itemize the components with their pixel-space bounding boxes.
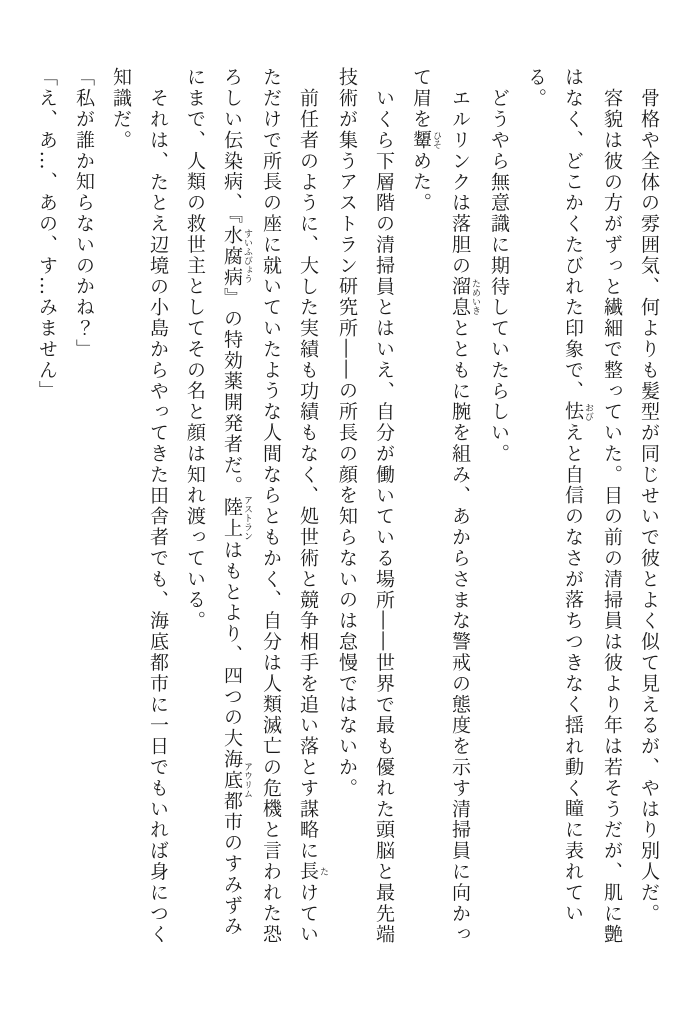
text-column-8: いくら下層階の清掃員とはいえ、自分が働いている場所――世界で最も優れた頭脳と最先端 — [373, 88, 395, 945]
text-column-2: 容貌は彼の方がずっと繊細で整っていた。目の前の清掃員は彼より年は若そうだが、肌に艶 — [601, 88, 623, 945]
text-column-6: エルリンクは落胆の溜息 ためいきとともに腕を組み、あからさまな警戒の態度を示す清掃員に向かっ — [449, 88, 480, 945]
text-column-3: はなく、どこかくたびれた印象で、怯 おびえと自信のなさが落ちつきなく揺れ動く瞳に表れてい — [562, 67, 593, 924]
text-column-4: る。 — [525, 67, 547, 109]
text-column-1: 骨格や全体の雰囲気、何よりも髪型が同じせいで彼とよく似て見えるが、やはり別人だ。 — [638, 88, 660, 924]
text-column-13: にまで、人類の救世主としてその名と顔は知れ渡っている。 — [184, 67, 206, 632]
furigana-ruby: 大海底都市 アウリム — [221, 727, 252, 833]
text-column-16: 「私が誰か知らないのかね？」 — [73, 67, 95, 360]
text-column-12: ろしい伝染病、『水腐病 すいふびょう』の特効薬開発者だ。陸上 アストランはもとより、四つの大海底都市 アウリムのすみずみ — [221, 67, 252, 937]
text-column-15: 知識だ。 — [110, 67, 132, 151]
text-column-9: 技術が集うアストラン研究所――の所長の顔を知らないのは怠慢ではないか。 — [336, 67, 358, 799]
furigana-ruby: 水腐病 すいふびょう — [221, 224, 252, 288]
furigana-ruby: 長 た — [297, 861, 328, 883]
text-column-17: 「え、あ…、あの、す…みません」 — [36, 67, 58, 402]
furigana-ruby: 顰 ひそ — [410, 129, 441, 151]
furigana-ruby: 溜息 ためいき — [449, 276, 480, 318]
text-column-10: 前任者のように、大した実績も功績もなく、処世術と競争相手を追い落とす謀略に長 たけてい — [297, 88, 328, 945]
text-column-7: て眉を顰 ひそめた。 — [410, 67, 441, 214]
furigana-ruby: 陸上 アストラン — [221, 495, 252, 541]
text-column-5: どうやら無意識に期待していたらしい。 — [488, 88, 510, 465]
text-column-11: ただけで所長の座に就いていたような人間ならともかく、自分は人類滅亡の危機と言われた恐 — [260, 67, 282, 945]
page-text-block — [28, 67, 667, 947]
text-column-14: それは、たとえ辺境の小島からやってきた田舎者でも、海底都市に一日でもいれば身につく — [147, 88, 169, 945]
furigana-ruby: 怯 おび — [562, 401, 593, 423]
